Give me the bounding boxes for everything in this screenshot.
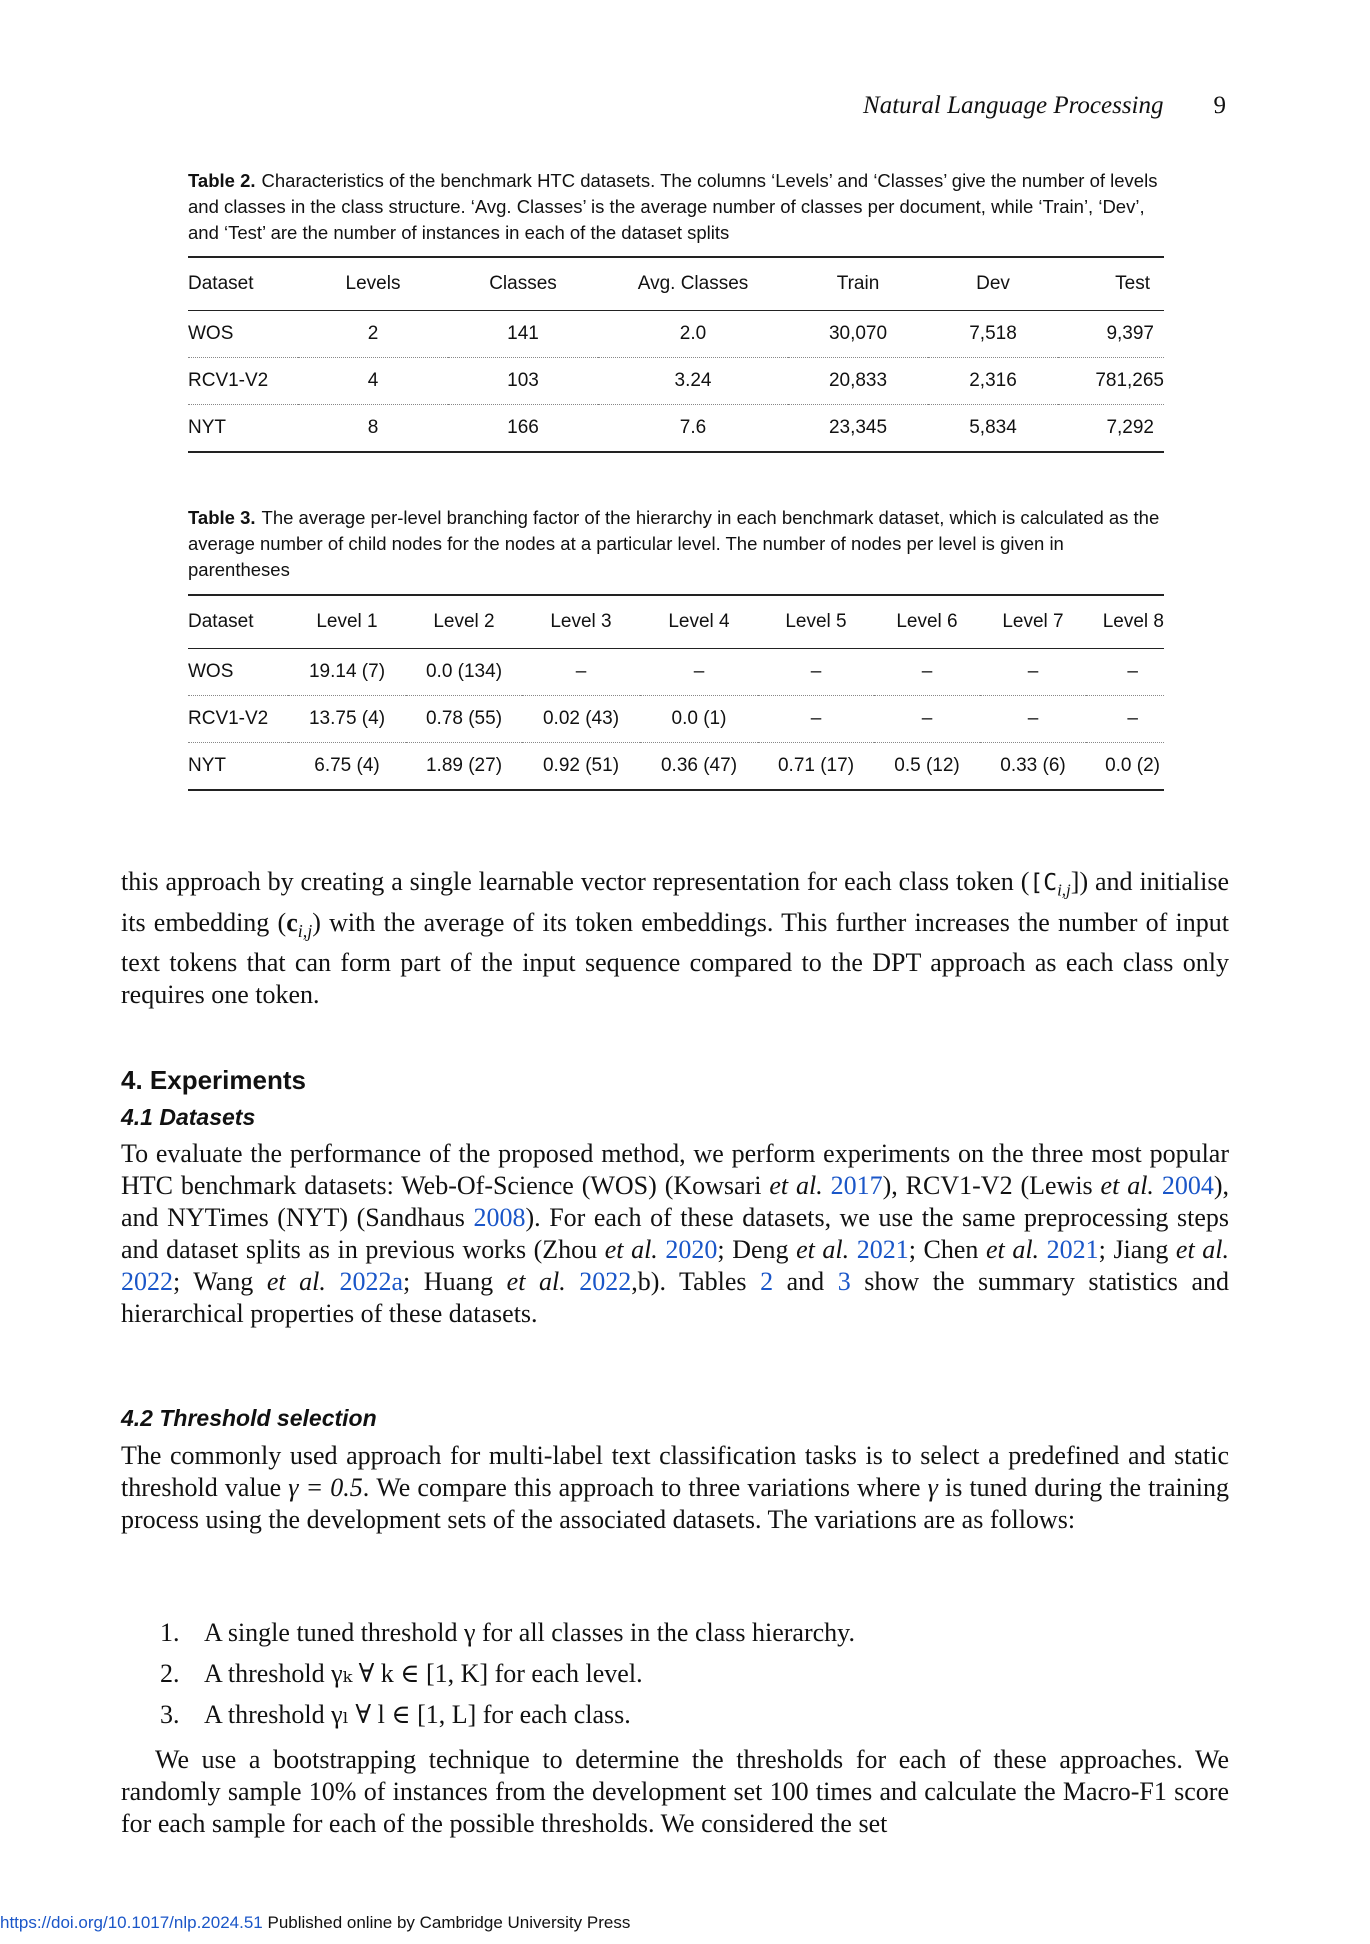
table2-header-cell: Avg. Classes [598, 257, 788, 311]
table2-cell: 5,834 [928, 405, 1058, 453]
section-heading: 4. Experiments [121, 1065, 306, 1095]
text-run: ,b). Tables [631, 1267, 761, 1296]
citation-link[interactable]: 2004 [1161, 1171, 1214, 1200]
table2-header-cell: Train [788, 257, 928, 311]
datasets-paragraph [121, 1138, 1229, 1330]
et-al: et al. [604, 1235, 658, 1264]
citation-link[interactable]: 2021 [1046, 1235, 1099, 1264]
table3-cell: – [1086, 696, 1164, 743]
table2-caption [188, 168, 1164, 246]
text-run: ; Chen [908, 1235, 986, 1264]
table-link[interactable]: 2 [760, 1267, 774, 1296]
list-text: A threshold γₗ ∀ l ∈ [1, L] for each class. [204, 1700, 631, 1729]
class-token-math [1029, 870, 1071, 900]
table2-header-cell: Dataset [188, 257, 298, 311]
math-subscript: i,j [1057, 880, 1071, 900]
text-run: ]) and initialise its embedding ( [121, 867, 1229, 937]
table3-header-cell: Dataset [188, 595, 288, 649]
table3-cell: – [758, 696, 874, 743]
table3-header-cell: Level 5 [758, 595, 874, 649]
page-number: 9 [1213, 92, 1226, 119]
table2-cell: 20,833 [788, 358, 928, 405]
table2-header-cell: Classes [448, 257, 598, 311]
table3-cell: – [980, 696, 1086, 743]
table3-cell: 0.5 (12) [874, 743, 980, 791]
table-link[interactable]: 3 [837, 1267, 851, 1296]
table-row [188, 696, 1164, 743]
et-al: et al. [1100, 1171, 1154, 1200]
table2-cell: 2 [298, 311, 448, 358]
table2-header-cell: Levels [298, 257, 448, 311]
table3-cell: 0.0 (2) [1086, 743, 1164, 791]
text-run: ), RCV1-V2 (Lewis [882, 1171, 1101, 1200]
table-row [188, 358, 1164, 405]
text-run: . We compare this approach to three variations where [362, 1473, 928, 1502]
table2-cell: 2.0 [598, 311, 788, 358]
running-head [863, 92, 1226, 120]
footer [0, 1913, 630, 1933]
citation-link[interactable]: 2022 [579, 1267, 632, 1296]
table3-header-row [188, 595, 1164, 649]
table3-cell: RCV1-V2 [188, 696, 288, 743]
list-number: 3. [160, 1700, 180, 1729]
table2-cell: 166 [448, 405, 598, 453]
citation-link[interactable]: 2022 [121, 1267, 173, 1296]
threshold-paragraph [121, 1440, 1229, 1536]
text-run: ). For each of these datasets, we use the same preprocessing steps and dataset splits as in previous works (Zhou [121, 1203, 1229, 1264]
math-subscript: i,j [297, 920, 313, 941]
table2-cell: 7.6 [598, 405, 788, 453]
table2-cell: 30,070 [788, 311, 928, 358]
list-text: A single tuned threshold γ for all classes in the class hierarchy. [204, 1618, 855, 1647]
table3-caption-text: The average per-level branching factor of the hierarchy in each benchmark dataset, which is calculated as the average number of child nodes for the nodes at a particular level. The number of nodes per level is given in parentheses [188, 507, 1160, 580]
table3-header-cell: Level 7 [980, 595, 1086, 649]
table2-header-cell: Test [1058, 257, 1164, 311]
table2-cell: RCV1-V2 [188, 358, 298, 405]
table2-cell: 23,345 [788, 405, 928, 453]
table3-caption-label: Table 3. [188, 507, 256, 528]
et-al: et al. [769, 1171, 823, 1200]
list-item [160, 1699, 631, 1731]
table3 [188, 594, 1164, 791]
journal-title: Natural Language Processing [863, 92, 1164, 119]
text-run: is tuned during the training process using the development sets of the associated datasets. The variations are as follows: [121, 1473, 1230, 1534]
et-al: et al. [796, 1235, 850, 1264]
subsection-heading: 4.2 Threshold selection [121, 1405, 377, 1431]
table2 [188, 256, 1164, 453]
table3-cell: 19.14 (7) [288, 649, 406, 696]
bootstrap-paragraph: We use a bootstrapping technique to determine the thresholds for each of these approaches. We randomly sample 10% of instances from the development set 100 times and calculate the Macro-F1 score for each sample for each of the possible thresholds. We considered the set [121, 1745, 1229, 1838]
table3-header-cell: Level 4 [640, 595, 758, 649]
table2-cell: 141 [448, 311, 598, 358]
table2-cell: 4 [298, 358, 448, 405]
doi-link[interactable]: https://doi.org/10.1017/nlp.2024.51 [0, 1913, 263, 1932]
table2-header-cell: Dev [928, 257, 1058, 311]
table3-cell: 6.75 (4) [288, 743, 406, 791]
table3-cell: 0.78 (55) [406, 696, 522, 743]
table3-cell: 0.36 (47) [640, 743, 758, 791]
table2-cell: 7,518 [928, 311, 1058, 358]
text-run: ; Huang [403, 1267, 507, 1296]
et-al: et al. [506, 1267, 566, 1296]
publisher-note: Published online by Cambridge University Press [262, 1913, 631, 1932]
table2-cell: 8 [298, 405, 448, 453]
table3-cell: – [980, 649, 1086, 696]
math-token: [C [1029, 870, 1058, 896]
et-al: et al. [266, 1267, 326, 1296]
math-gamma: γ = 0.5 [288, 1473, 363, 1502]
table3-cell: 0.71 (17) [758, 743, 874, 791]
table3-header-cell: Level 3 [522, 595, 640, 649]
table2-cell: 2,316 [928, 358, 1058, 405]
table3-cell: NYT [188, 743, 288, 791]
list-number: 1. [160, 1618, 180, 1647]
table3-header-cell: Level 6 [874, 595, 980, 649]
math-gamma: γ [927, 1473, 938, 1502]
table3-cell: 13.75 (4) [288, 696, 406, 743]
citation-link[interactable]: 2021 [856, 1235, 909, 1264]
body-paragraph [121, 866, 1229, 1011]
table2-cell: 3.24 [598, 358, 788, 405]
math-embedding: c [286, 907, 298, 937]
text-run: The commonly used approach for multi-label text classification tasks is to select a predefined and static threshold value [121, 1441, 1229, 1502]
table3-cell: – [522, 649, 640, 696]
table3-cell: WOS [188, 649, 288, 696]
table3-cell: – [758, 649, 874, 696]
table3-cell: – [1086, 649, 1164, 696]
table2-cell: 9,397 [1058, 311, 1164, 358]
table3-cell: – [640, 649, 758, 696]
citation-link[interactable]: 2020 [665, 1235, 718, 1264]
table3-cell: – [874, 696, 980, 743]
list-text: A threshold γₖ ∀ k ∈ [1, K] for each level. [204, 1659, 643, 1688]
list-item [160, 1617, 855, 1649]
table3-cell: 0.0 (1) [640, 696, 758, 743]
text-run: ; Wang [173, 1267, 267, 1296]
subsection-heading: 4.1 Datasets [121, 1104, 256, 1130]
text-run: and [773, 1267, 838, 1296]
text-run: ; Jiang [1098, 1235, 1176, 1264]
table3-caption [188, 505, 1164, 583]
table2-cell: 7,292 [1058, 405, 1164, 453]
table3-cell: 0.33 (6) [980, 743, 1086, 791]
citation-link[interactable]: 2017 [830, 1171, 883, 1200]
table2-cell: WOS [188, 311, 298, 358]
table3-header-cell: Level 1 [288, 595, 406, 649]
table3-cell: 0.02 (43) [522, 696, 640, 743]
table2-caption-text: Characteristics of the benchmark HTC datasets. The columns ‘Levels’ and ‘Classes’ give the number of levels and classes in the class structure. ‘Avg. Classes’ is the average number of classes per document, while ‘Train’, ‘Dev’, and ‘Test’ are the number of instances in each of the dataset splits [188, 170, 1158, 243]
text-run: To evaluate the performance of the proposed method, we perform experiments on the three most popular HTC benchmark datasets: Web-Of-Science (WOS) (Kowsari [121, 1139, 1229, 1200]
table-row [188, 311, 1164, 358]
text-run: ), and NYTimes (NYT) (Sandhaus [121, 1171, 1229, 1232]
citation-link[interactable]: 2008 [473, 1203, 526, 1232]
table2-header-row [188, 257, 1164, 311]
table-row [188, 743, 1164, 791]
table-row [188, 649, 1164, 696]
table3-cell: – [874, 649, 980, 696]
text-run: show the summary statistics and hierarchical properties of these datasets. [121, 1267, 1230, 1328]
table2-cell: NYT [188, 405, 298, 453]
table3-cell: 0.0 (134) [406, 649, 522, 696]
table2-cell: 103 [448, 358, 598, 405]
et-al: et al. [1175, 1235, 1229, 1264]
citation-link[interactable]: 2022a [339, 1267, 404, 1296]
table3-header-cell: Level 8 [1086, 595, 1164, 649]
table2-cell: 781,265 [1058, 358, 1164, 405]
list-item [160, 1658, 643, 1690]
table-row [188, 405, 1164, 453]
text-run: ) with the average of its token embeddings. This further increases the number of input text tokens that can form part of the input sequence compared to the DPT approach as each class only requires one token. [121, 907, 1229, 1009]
text-run: this approach by creating a single learnable vector representation for each class token ( [121, 867, 1030, 896]
table3-cell: 1.89 (27) [406, 743, 522, 791]
text-run: ; Deng [717, 1235, 797, 1264]
et-al: et al. [986, 1235, 1040, 1264]
table2-caption-label: Table 2. [188, 170, 256, 191]
table3-header-cell: Level 2 [406, 595, 522, 649]
list-number: 2. [160, 1659, 180, 1688]
table3-cell: 0.92 (51) [522, 743, 640, 791]
